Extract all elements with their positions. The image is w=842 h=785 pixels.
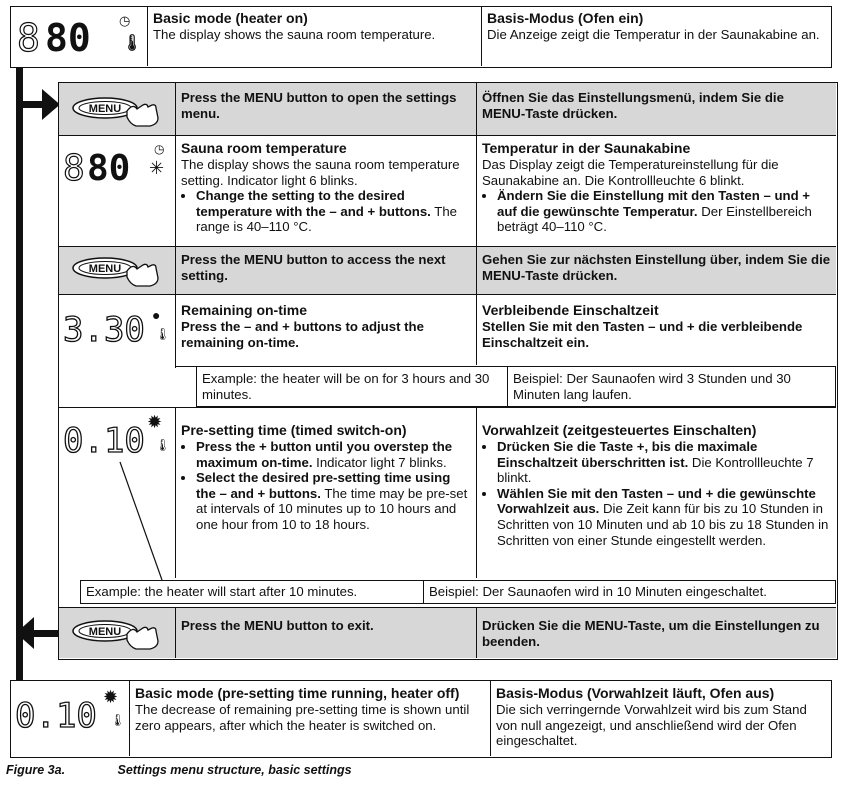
figure-title: Settings menu structure, basic settings [117,763,352,777]
temp-display-cell [59,136,175,246]
menu-button-1[interactable] [69,91,169,127]
temp-en: Sauna room temperature The display shows the sauna room temperature setting. Indicator light 6 blinks. • Change the setting to the desired temperature with the – and + buttons. The range is 40–110 °C. [181,140,471,235]
clock-icon: ◷ [154,142,165,156]
bottom-basic-mode-box [10,680,832,758]
menu1-de: Öffnen Sie das Einstellungsmenü, indem Sie die MENU-Taste drücken. [482,90,784,121]
svg-text:8: 8 [63,148,85,189]
thermometer-icon: 🌡 [155,327,171,341]
preset-display-cell [59,408,175,468]
example-preset-box: Example: the heater will start after 10 minutes. Beispiel: Der Saunaofen wird in 10 Minuten eingeschaltet. [80,580,836,604]
svg-text:80: 80 [87,148,131,189]
top-de-text: Basis-Modus (Ofen ein) Die Anzeige zeigt die Temperatur in der Saunakabine an. [487,10,827,43]
menu2-de: Gehen Sie zur nächsten Einstellung über, indem Sie die MENU-Taste drücken. [482,252,831,283]
preset-de: Vorwahlzeit (zeitgesteuertes Einschalten) • Drücken Sie die Taste +, bis die maximale Einschaltzeit überschritten ist. Die Kontrollleuchte 7 blinkt. • Wählen Sie mit den Tasten – und + die gewünschte Vorwahlzeit aus. Die Zeit kann für bis zu 10 Stunden in Schritten von 10 Minuten und ab 10 bis zu 18 Stunden in Schritten von einer Stunde eingestellt werden. [482,422,832,548]
remaining-display-cell [59,295,175,365]
svg-text:3.30: 3.30 [63,310,145,350]
top-en-title: Basic mode (heater on) [153,10,308,26]
menu3-de: Drücken Sie die MENU-Taste, um die Einstellungen zu beenden. [482,618,820,649]
blinking-thermometer-icon: ✳ [149,158,165,178]
flow-arrow-in [16,85,61,125]
hand-icon [127,104,158,126]
svg-text:MENU: MENU [88,626,122,638]
figure-caption [6,763,352,777]
hand-icon [127,627,158,649]
clock-icon: ◷ [119,13,131,28]
remaining-en: Remaining on-time Press the – and + buttons to adjust the remaining on-time. [181,302,424,350]
flow-vertical-bar [16,68,23,682]
top-display-cell [11,7,147,66]
example-remaining-box: Example: the heater will be on for 3 hours and 30 minutes. Beispiel: Der Saunaofen wird 3 Stunden und 30 Minuten lang laufen. [196,366,836,407]
remaining-de: Verbleibende Einschaltzeit Stellen Sie mit den Tasten – und + die verbleibende Einschaltzeit ein. [482,302,803,350]
thermometer-icon: 🌡 [155,438,171,452]
bottom-de-text: Basis-Modus (Vorwahlzeit läuft, Ofen aus) Die sich verringernde Vorwahlzeit wird bis zum Stand von null angezeigt, und anschließend wird der Ofen eingeschaltet. [496,685,807,749]
top-de-title: Basis-Modus (Ofen ein) [487,10,644,26]
thermometer-icon: 🌡 [110,713,126,727]
svg-text:0.10: 0.10 [15,696,97,736]
hand-icon [127,264,158,286]
svg-text:MENU: MENU [88,263,122,275]
connector-line-1b [175,366,197,367]
bottom-display-cell [11,681,127,756]
temp-de: Temperatur in der Saunakabine Das Display zeigt die Temperatureinstellung für die Saunakabine an. Die Kontrollleuchte 6 blinkt. • Ändern Sie die Einstellung mit den Tasten – und + auf die gewünschte Temperatur. Der Einstellbereich beträgt 40–110 °C. [482,140,832,235]
svg-text:0.10: 0.10 [63,421,145,461]
display-digits: 80 [45,16,91,60]
menu2-en: Press the MENU button to access the next setting. [181,252,446,283]
figure-number: Figure 3a. [6,763,66,777]
menu-button-2[interactable] [69,251,169,287]
top-en-text: Basic mode (heater on) The display shows the sauna room temperature. [153,10,478,43]
svg-text:MENU: MENU [88,103,122,115]
bottom-en-text: Basic mode (pre-setting time running, heater off) The decrease of remaining pre-setting time is shown until zero appears, after which the heater is switched on. [135,685,470,733]
thermometer-icon: 🌡 [122,35,143,52]
indicator-dot-icon: ● [152,307,161,323]
menu1-en: Press the MENU button to open the settings menu. [181,90,457,121]
menu-button-3[interactable] [69,614,169,650]
blinking-indicator-icon: ✹ [147,412,163,432]
blinking-indicator-icon: ✹ [103,687,119,707]
flow-arrow-out [16,613,61,653]
menu3-en: Press the MENU button to exit. [181,618,374,633]
connector-line-2 [112,460,172,582]
top-basic-mode-box [10,6,832,68]
svg-text:8: 8 [17,16,40,60]
preset-en: Pre-setting time (timed switch-on) • Press the + button until you overstep the maximum on-time. Indicator light 7 blinks. • Select the desired pre-setting time using the – and + buttons. The time may be pre-set at intervals of 10 minutes up to 10 hours and one hour from 10 to 18 hours. [181,422,471,533]
